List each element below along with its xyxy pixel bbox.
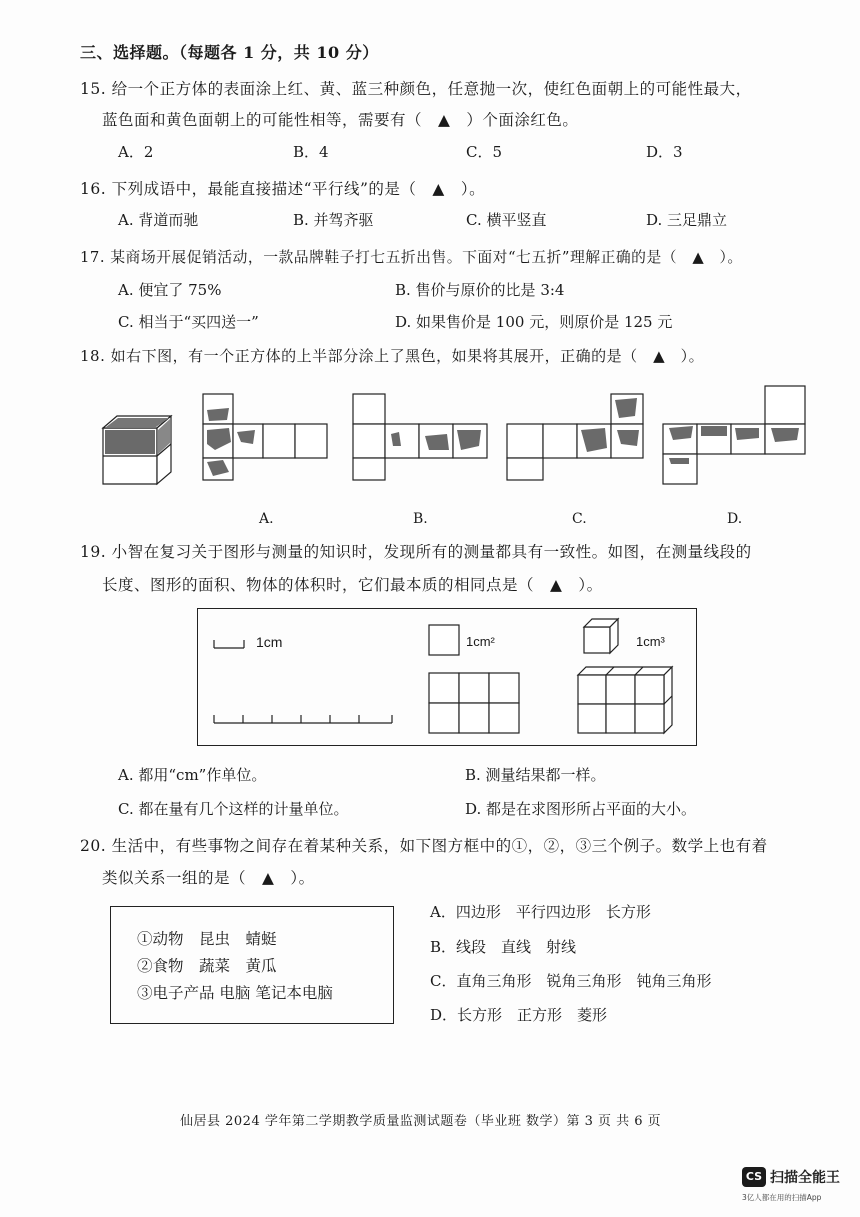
- page-footer: 仙居县 2024 学年第二学期教学质量监测试题卷（毕业班 数学）第 3 页 共 6 页: [180, 1114, 662, 1129]
- net-a: [203, 394, 327, 480]
- q20-option-b: B．线段 直线 射线: [430, 938, 577, 956]
- unit-square: [429, 625, 459, 655]
- unit-length-label: 1cm: [256, 634, 283, 650]
- q18-line1: 18. 如右下图，有一个正方体的上半部分涂上了黑色，如果将其展开，正确的是（ ▲ ）。: [80, 347, 705, 365]
- q20-option-d: D．长方形 正方形 菱形: [430, 1006, 608, 1024]
- q15-line2: 蓝色面和黄色面朝上的可能性相等，需要有（ ▲ ）个面涂红色。: [102, 111, 579, 129]
- q17-option-d: D. 如果售价是 100 元，则原价是 125 元: [395, 313, 673, 331]
- q17-line1: 17. 某商场开展促销活动，一款品牌鞋子打七五折出售。下面对“七五折”理解正确的是（ ▲ ）。: [80, 249, 743, 266]
- example-2: ②食物 蔬菜 黄瓜: [137, 957, 277, 975]
- q19-option-b: B. 测量结果都一样。: [465, 766, 606, 784]
- unit-cube: [584, 619, 618, 653]
- q17-option-a: A. 便宜了 75%: [118, 281, 222, 299]
- q16-option-c: C. 横平竖直: [466, 211, 547, 229]
- q17-option-b: B. 售价与原价的比是 3:4: [395, 281, 565, 299]
- q16-option-a: A. 背道而驰: [118, 211, 199, 229]
- measurement-drawings: [198, 609, 696, 745]
- q19-option-d: D. 都是在求图形所占平面的大小。: [465, 800, 697, 818]
- q19-option-a: A. 都用“cm”作单位。: [118, 766, 267, 784]
- q20-option-a: A．四边形 平行四边形 长方形: [430, 903, 651, 921]
- q18-caption-d: D.: [727, 511, 743, 527]
- ruler-line: [214, 715, 392, 723]
- net-d: [663, 386, 805, 484]
- q16-line1: 16. 下列成语中，最能直接描述“平行线”的是（ ▲ ）。: [80, 180, 486, 198]
- q20-line2: 类似关系一组的是（ ▲ ）。: [102, 869, 315, 887]
- scanner-app-tagline: 3亿人都在用的扫描App: [742, 1193, 822, 1202]
- unit-volume-label: 1cm³: [636, 634, 665, 649]
- q19-option-c: C. 都在量有几个这样的计量单位。: [118, 800, 349, 818]
- measurement-figure: [197, 608, 697, 746]
- q19-line2: 长度、图形的面积、物体的体积时，它们最本质的相同点是（ ▲ ）。: [102, 576, 603, 594]
- example-1: ①动物 昆虫 蜻蜓: [137, 930, 277, 948]
- section-title-text: 三、选择题。: [80, 43, 180, 62]
- q15-option-b: B．4: [293, 143, 329, 161]
- q15-line1: 15. 给一个正方体的表面涂上红、黄、蓝三种颜色，任意抛一次，使红色面朝上的可能性最大，: [80, 80, 752, 98]
- section-note: （每题各 1 分，共 10 分）: [179, 43, 379, 62]
- example-3: ③电子产品 电脑 笔记本电脑: [137, 984, 333, 1002]
- cube-stack: [578, 667, 672, 733]
- q20-line1: 20. 生活中，有些事物之间存在着某种关系，如下图方框中的①，②，③三个例子。数学上也有着: [80, 837, 768, 855]
- area-grid: [429, 673, 519, 733]
- q19-line1: 19. 小智在复习关于图形与测量的知识时，发现所有的测量都具有一致性。如图，在测量线段的: [80, 543, 752, 561]
- examples-box: [110, 906, 394, 1024]
- q16-option-b: B. 并驾齐驱: [293, 211, 374, 229]
- q18-caption-b: B.: [413, 511, 428, 527]
- net-b: [353, 394, 487, 480]
- q17-option-c: C. 相当于“买四送一”: [118, 313, 259, 331]
- painted-cube: [103, 416, 171, 484]
- q18-caption-a: A.: [259, 511, 274, 527]
- q18-figure: [95, 380, 815, 505]
- q15-option-d: D．3: [646, 143, 683, 161]
- scanner-app-name: 扫描全能王: [770, 1170, 840, 1186]
- net-c: [507, 394, 643, 480]
- scanner-logo-icon: CS: [742, 1167, 766, 1187]
- q15-option-c: C．5: [466, 143, 503, 161]
- q20-option-c: C．直角三角形 锐角三角形 钝角三角形: [430, 972, 712, 990]
- q18-caption-c: C.: [572, 511, 587, 527]
- q16-option-d: D. 三足鼎立: [646, 211, 728, 229]
- section-title: [80, 40, 379, 63]
- q15-option-a: A．2: [118, 143, 154, 161]
- unit-length-mark: [214, 640, 244, 648]
- unit-area-label: 1cm²: [466, 634, 495, 649]
